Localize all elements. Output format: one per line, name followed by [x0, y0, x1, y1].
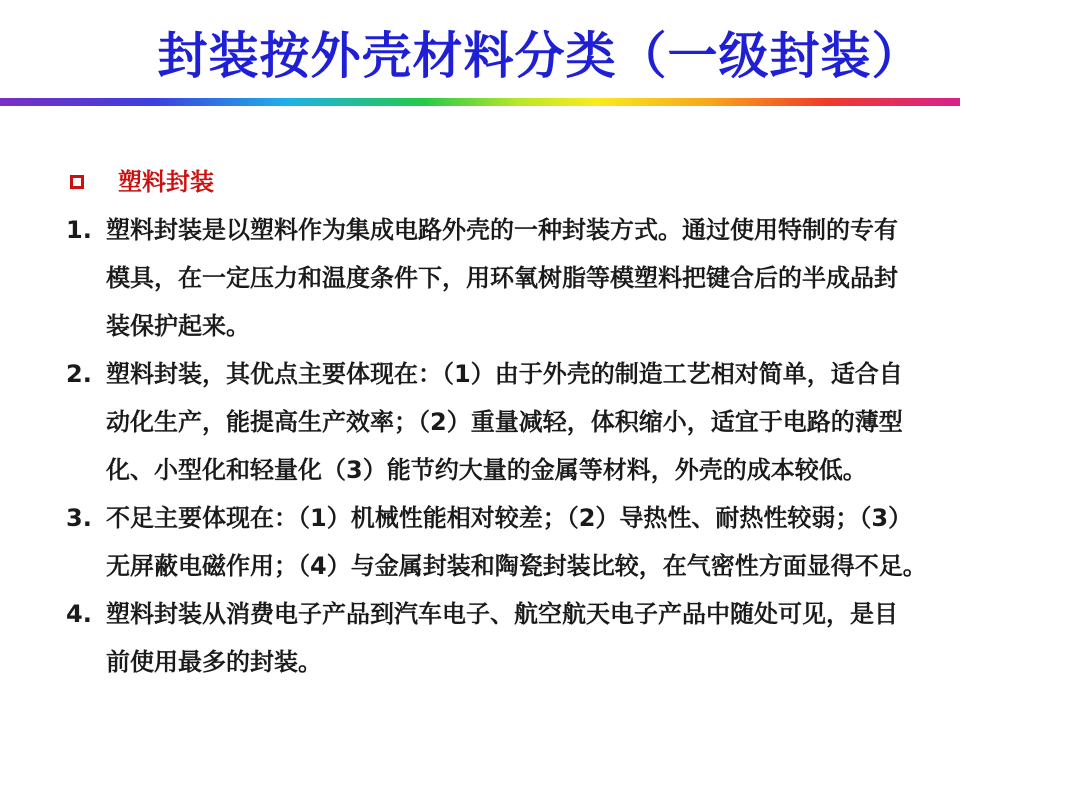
list-item-1: [66, 206, 1046, 350]
list-item-number: 3.: [66, 504, 92, 532]
text-line: 前使用最多的封装。: [106, 648, 322, 676]
list-item-2: [66, 350, 1046, 494]
list-item-4: [66, 590, 1046, 686]
square-bullet-icon: [70, 175, 84, 189]
text-line: 动化生产，能提高生产效率；（2）重量减轻，体积缩小，适宜于电路的薄型: [106, 408, 903, 436]
section-heading: [66, 158, 1046, 206]
rainbow-divider: [0, 98, 960, 106]
text-line: 化、小型化和轻量化（3）能节约大量的金属等材料，外壳的成本较低。: [106, 456, 867, 484]
list-item-number: 1.: [66, 216, 92, 244]
list-item-text: [106, 494, 1046, 590]
slide-title: 封装按外壳材料分类（一级封装）: [157, 27, 923, 85]
list-item-3: [66, 494, 1046, 590]
list-item-text: [106, 350, 1046, 494]
text-line: 塑料封装，其优点主要体现在：（1）由于外壳的制造工艺相对简单，适合自: [106, 360, 903, 388]
text-line: 塑料封装从消费电子产品到汽车电子、航空航天电子产品中随处可见，是目: [106, 600, 898, 628]
text-line: 装保护起来。: [106, 312, 250, 340]
text-line: 模具，在一定压力和温度条件下，用环氧树脂等模塑料把键合后的半成品封: [106, 264, 898, 292]
text-line: 不足主要体现在：（1）机械性能相对较差；（2）导热性、耐热性较弱；（3）: [106, 504, 913, 532]
slide-content: [66, 158, 1046, 686]
text-line: 无屏蔽电磁作用；（4）与金属封装和陶瓷封装比较，在气密性方面显得不足。: [106, 552, 927, 580]
list-item-text: [106, 590, 1046, 686]
list-item-number: 4.: [66, 600, 92, 628]
list-item-text: [106, 206, 1046, 350]
section-heading-text: 塑料封装: [118, 168, 214, 196]
list-item-number: 2.: [66, 360, 92, 388]
text-line: 塑料封装是以塑料作为集成电路外壳的一种封装方式。通过使用特制的专有: [106, 216, 898, 244]
